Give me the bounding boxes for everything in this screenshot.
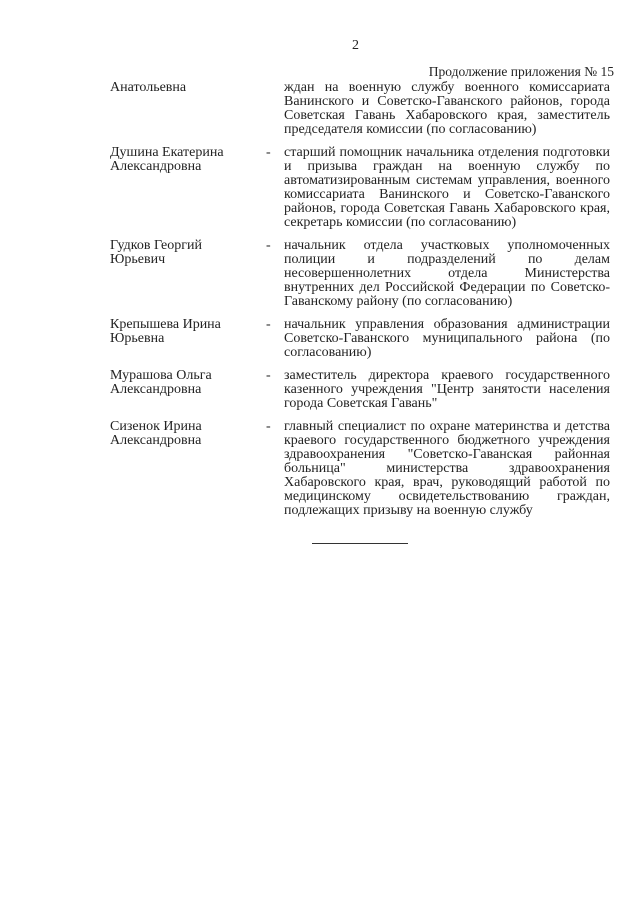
member-entry [110, 81, 610, 137]
member-position: ждан на военную службу военного комиссариата Ванинского и Советско-Гаванского районов, города Советская Гавань Хабаровского края, заместитель председателя комиссии (по согласованию) [284, 80, 610, 137]
member-name: Душина Екатерина Александровна [110, 145, 224, 174]
member-dash: - [266, 317, 271, 332]
member-entry [110, 420, 610, 518]
member-position: начальник управления образования администрации Советско-Гаванского муниципального района (по согласованию) [284, 317, 610, 360]
member-entry [110, 318, 610, 360]
end-of-list-rule [312, 543, 408, 544]
member-name: Гудков Георгий Юрьевич [110, 238, 202, 267]
member-entry [110, 239, 610, 309]
member-position: начальник отдела участковых уполномоченных полиции и подразделений по делам несовершеннолетних отдела Министерства внутренних дел Российской Федерации по Советско-Гаванскому району (по согласованию) [284, 238, 610, 309]
member-dash: - [266, 419, 271, 434]
member-name: Анатольевна [110, 80, 187, 95]
member-entry [110, 146, 610, 230]
page-number: 2 [352, 38, 359, 53]
member-entry [110, 369, 610, 411]
member-dash: - [266, 368, 271, 383]
member-position: заместитель директора краевого государственного казенного учреждения "Центр занятости населения города Советская Гавань" [284, 368, 610, 411]
continuation-note: Продолжение приложения № 15 [428, 64, 614, 79]
member-name: Мурашова Ольга Александровна [110, 368, 212, 397]
member-dash: - [266, 145, 271, 160]
member-name: Крепышева Ирина Юрьевна [110, 317, 221, 346]
member-dash: - [266, 238, 271, 253]
member-name: Сизенок Ирина Александровна [110, 419, 202, 448]
member-position: главный специалист по охране материнства и детства краевого государственного бюджетного учреждения здравоохранения "Советско-Гаванская районная больница" министерства здравоохранения Хабаровского края, врач, руководящий работой по медицинскому освидетельствованию граждан, подлежащих призыву на военную службу [284, 419, 610, 518]
member-position: старший помощник начальника отделения подготовки и призыва граждан на военную службу по автоматизированным системам управления, военного комиссариата Ванинского и Советско-Гаванского районов, города Советская Гавань Хабаровского края, секретарь комиссии (по согласованию) [284, 145, 610, 230]
commission-member-list [110, 81, 610, 527]
